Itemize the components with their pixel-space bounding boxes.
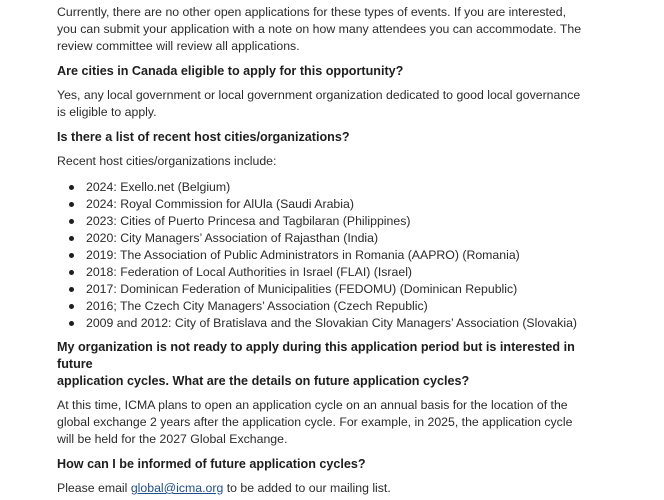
answer-line: At this time, ICMA plans to open an application cycle on an annual basis for the location of the [57,398,568,412]
list-item [57,179,597,196]
list-item [57,247,597,264]
faq-question-future-cycles [57,339,597,390]
answer-line: Yes, any local government or local government organization dedicated to good local governance [57,88,581,102]
host-entry: 2023: Cities of Puerto Princesa and Tagbilaran (Philippines) [86,214,411,228]
list-item [57,264,597,281]
answer-line: global exchange 2 years after the application cycle. For example, in 2025, the application cycle [57,415,573,429]
bullet-icon [69,236,74,241]
question-line: application cycles. What are the details on future application cycles? [57,374,470,388]
faq-question-host-list: Is there a list of recent host cities/organizations? [57,130,350,144]
faq-question-informed: How can I be informed of future application cycles? [57,457,366,471]
bullet-icon [69,253,74,258]
intro-line: you can submit your application with a note on how many attendees you can accommodate. The [57,22,582,36]
bullet-icon [69,219,74,224]
list-item [57,298,597,315]
faq-answer-canada [57,87,597,121]
host-entry: 2009 and 2012: City of Bratislava and the Slovakian City Managers’ Association (Slovakia) [86,316,578,330]
list-item [57,230,597,247]
question-line: My organization is not ready to apply during this application period but is interested in future [57,340,575,371]
list-item [57,196,597,213]
answer-line: is eligible to apply. [57,105,157,119]
faq-answer-future-cycles [57,397,597,448]
bullet-icon [69,321,74,326]
intro-line: Currently, there are no other open applications for these types of events. If you are interested, [57,5,567,19]
bullet-icon [69,185,74,190]
bullet-icon [69,287,74,292]
faq-answer-informed [57,480,597,497]
email-link[interactable]: global@icma.org [130,481,224,495]
host-entry: 2016; The Czech City Managers’ Association (Czech Republic) [86,299,428,313]
faq-content [57,4,597,497]
bullet-icon [69,304,74,309]
host-entry: 2018: Federation of Local Authorities in Israel (FLAI) (Israel) [86,265,413,279]
list-item [57,213,597,230]
bullet-icon [69,202,74,207]
intro-paragraph [57,4,597,55]
host-entry: 2024: Exello.net (Belgium) [86,180,231,194]
answer-suffix: to be added to our mailing list. [223,481,391,495]
bullet-icon [69,270,74,275]
list-item [57,281,597,298]
intro-line: review committee will review all applications. [57,39,300,53]
host-entry: 2019: The Association of Public Administrators in Romania (AAPRO) (Romania) [86,248,520,262]
answer-prefix: Please email [57,481,131,495]
list-item [57,315,597,332]
host-entry: 2017: Dominican Federation of Municipalities (FEDOMU) (Dominican Republic) [86,282,518,296]
faq-answer-host-intro: Recent host cities/organizations include: [57,154,277,168]
answer-line: will be held for the 2027 Global Exchange. [57,432,288,446]
host-entry: 2024: Royal Commission for AlUla (Saudi Arabia) [86,197,354,211]
host-entry: 2020: City Managers’ Association of Rajasthan (India) [86,231,379,245]
faq-question-canada: Are cities in Canada eligible to apply for this opportunity? [57,64,404,78]
host-list [57,179,597,332]
